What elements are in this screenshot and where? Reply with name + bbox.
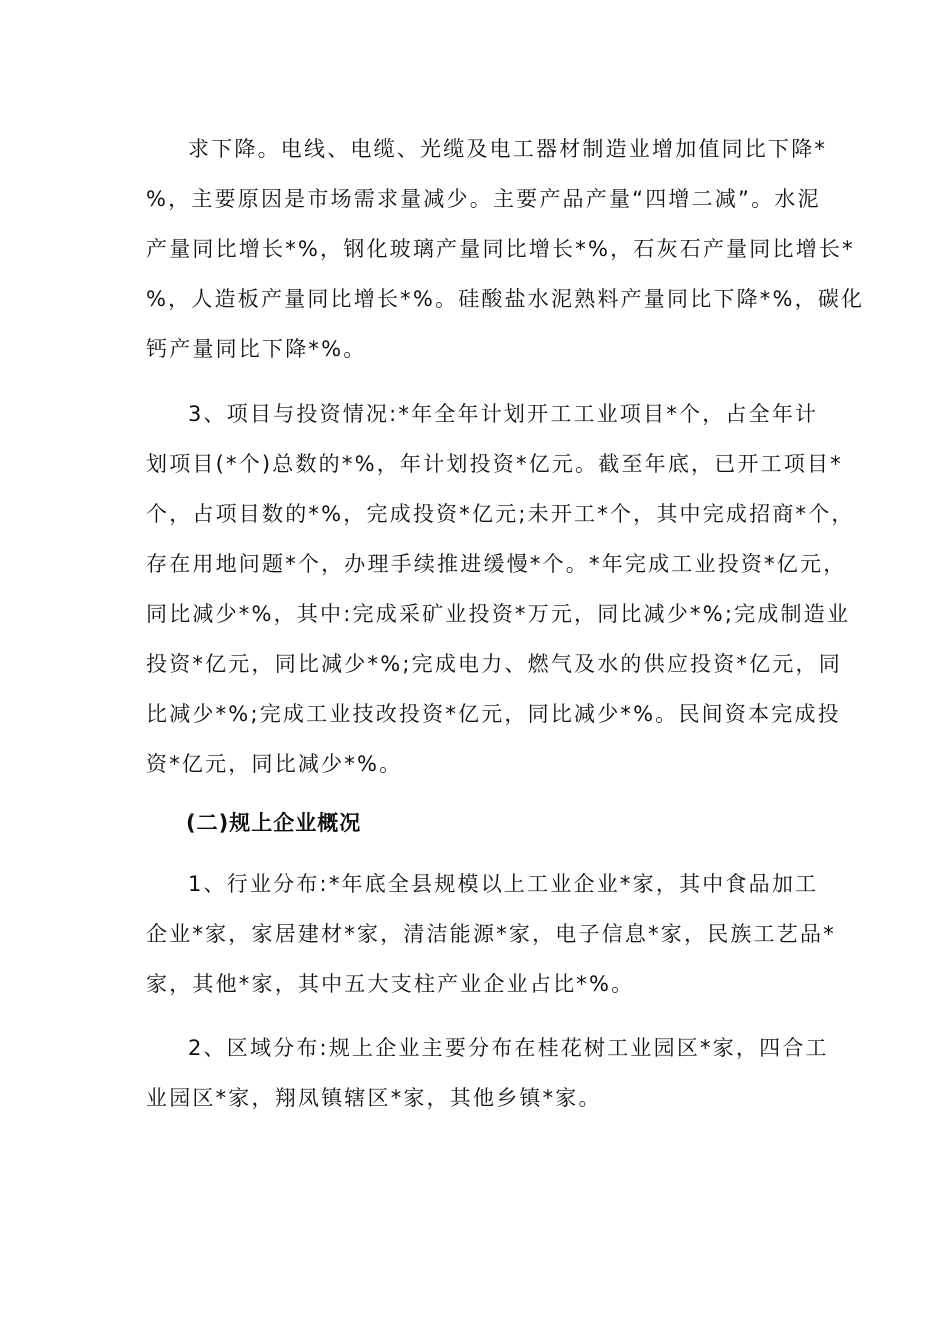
text-line: 划项目(*个)总数的*%，年计划投资*亿元。截至年底，已开工项目*: [146, 452, 843, 476]
text-line: 1、行业分布:*年底全县规模以上工业企业*家，其中食品加工: [188, 872, 819, 896]
text-line: %，人造板产量同比增长*%。硅酸盐水泥熟料产量同比下降*%，碳化: [146, 287, 865, 311]
text-line: 求下降。电线、电缆、光缆及电工器材制造业增加值同比下降*: [188, 137, 828, 161]
text-line: 产量同比增长*%，钢化玻璃产量同比增长*%，石灰石产量同比增长*: [146, 237, 855, 261]
text-line: 存在用地问题*个，办理手续推进缓慢*个。*年完成工业投资*亿元，: [146, 552, 847, 576]
paragraph-industry-distribution: [146, 859, 836, 1009]
text-line: 3、项目与投资情况:*年全年计划开工工业项目*个，占全年计: [188, 402, 819, 426]
text-line: 业园区*家，翔凤镇辖区*家，其他乡镇*家。: [146, 1086, 602, 1110]
text-line: 家，其他*家，其中五大支柱产业企业占比*%。: [146, 972, 635, 996]
paragraph-projects-investment: [146, 389, 855, 789]
text-line: 资*亿元，同比减少*%。: [146, 752, 403, 776]
section-heading: (二)规上企业概况: [186, 811, 362, 835]
paragraph-product-output: [146, 124, 865, 374]
text-line: 钙产量同比下降*%。: [146, 337, 367, 361]
text-line: 个，占项目数的*%，完成投资*亿元;未开工*个，其中完成招商*个，: [146, 502, 855, 526]
paragraph-regional-distribution: [146, 1023, 829, 1123]
text-line: 比减少*%;完成工业技改投资*亿元，同比减少*%。民间资本完成投: [146, 702, 841, 726]
text-line: 企业*家，家居建材*家，清洁能源*家，电子信息*家，民族工艺品*: [146, 922, 836, 946]
text-line: 2、区域分布:规上企业主要分布在桂花树工业园区*家，四合工: [188, 1036, 829, 1060]
text-line: %，主要原因是市场需求量减少。主要产品产量“四增二减”。水泥: [146, 187, 821, 211]
text-line: 投资*亿元，同比减少*%;完成电力、燃气及水的供应投资*亿元，同: [146, 652, 842, 676]
text-line: 同比减少*%，其中:完成采矿业投资*万元，同比减少*%;完成制造业: [146, 602, 851, 626]
section-heading-block: [146, 798, 826, 848]
